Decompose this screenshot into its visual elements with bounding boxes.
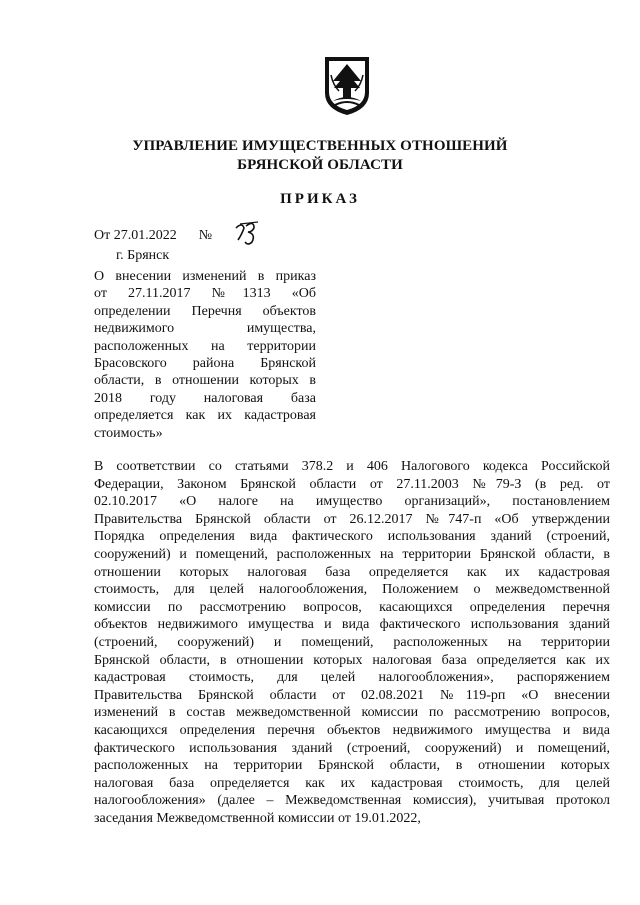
document-city: г. Брянск (116, 248, 170, 263)
order-subject (94, 268, 316, 442)
body-line: отношении которых налоговая база определяется как их кадастровая (94, 564, 610, 580)
body-line: Брянской области, в отношении которых налоговая база определяется как их (94, 652, 610, 668)
body-line: 02.10.2017 «О налоге на имущество организаций», постановлением (94, 494, 610, 510)
body-line: сооружений) и помещений, расположенных на территории Брянской области, в (94, 546, 610, 562)
subject-line: определяется как их кадастровая (94, 408, 316, 424)
subject-line: определении Перечня объектов (94, 303, 316, 319)
body-line: налогообложения» (далее – Межведомственная комиссия), учитывая протокол (94, 793, 610, 809)
body-line: объектов недвижимого имущества и вида фактического использования зданий (94, 617, 610, 633)
subject-line: расположенных на территории (94, 338, 316, 354)
body-line: комиссии по рассмотрению вопросов, касающихся определения перечня (94, 599, 610, 615)
document-number-label: № (198, 228, 213, 243)
body-line: заседания Межведомственной комиссии от 19.01.2022, (94, 810, 421, 826)
subject-line: стоимость» (94, 425, 163, 441)
subject-line: от 27.11.2017 №1313 «Об (94, 286, 316, 302)
handwritten-number-signature (232, 220, 262, 246)
document-type-title: ПРИКАЗ (280, 191, 360, 207)
body-line: изменений в состав межведомственной комиссии по рассмотрению вопросов, (94, 705, 610, 721)
body-line: (строений, сооружений) и помещений, расположенных на территории (94, 634, 610, 650)
body-line: налоговая база определяется как их кадастровая стоимость, для целей (94, 775, 610, 791)
body-line: стоимость, для целей налогообложения, Положением о межведомственной (94, 582, 610, 598)
coat-of-arms-icon (323, 55, 371, 117)
body-line: Порядка определения вида фактического использования зданий (строений, (94, 529, 610, 545)
body-line: касающихся определения перечня объектов недвижимого имущества и вида (94, 722, 610, 738)
body-line: кадастровая стоимость, для целей налогообложения», распоряжением (94, 670, 610, 686)
subject-line: 2018 году налоговая база (94, 390, 316, 406)
document-date-line (94, 227, 212, 245)
subject-line: области, в отношении которых в (94, 373, 316, 389)
organization-name-line1: УПРАВЛЕНИЕ ИМУЩЕСТВЕННЫХ ОТНОШЕНИЙ (132, 138, 508, 154)
body-line: Правительства Брянской области от 26.12.2017 №747-п «Об утверждении (94, 511, 610, 527)
body-line: В соответствии со статьями 378.2 и 406 Налогового кодекса Российской (94, 459, 610, 474)
subject-line: О внесении изменений в приказ (94, 269, 316, 284)
body-line: фактического использования зданий (строений, сооружений) и помещений, (94, 740, 610, 756)
subject-line: недвижимого имущества, (94, 321, 316, 337)
body-line: Федерации, Законом Брянской области от 27.11.2003 №79-З (в ред. от (94, 476, 610, 492)
subject-line: Брасовского района Брянской (94, 356, 316, 372)
order-body-paragraph (94, 458, 610, 827)
body-line: Правительства Брянской области от 02.08.2021 №119-рп «О внесении (94, 687, 610, 703)
organization-name-line2: БРЯНСКОЙ ОБЛАСТИ (237, 157, 403, 173)
body-line: расположенных на территории Брянской области, в отношении которых (94, 758, 610, 774)
document-date: От 27.01.2022 (94, 228, 177, 243)
